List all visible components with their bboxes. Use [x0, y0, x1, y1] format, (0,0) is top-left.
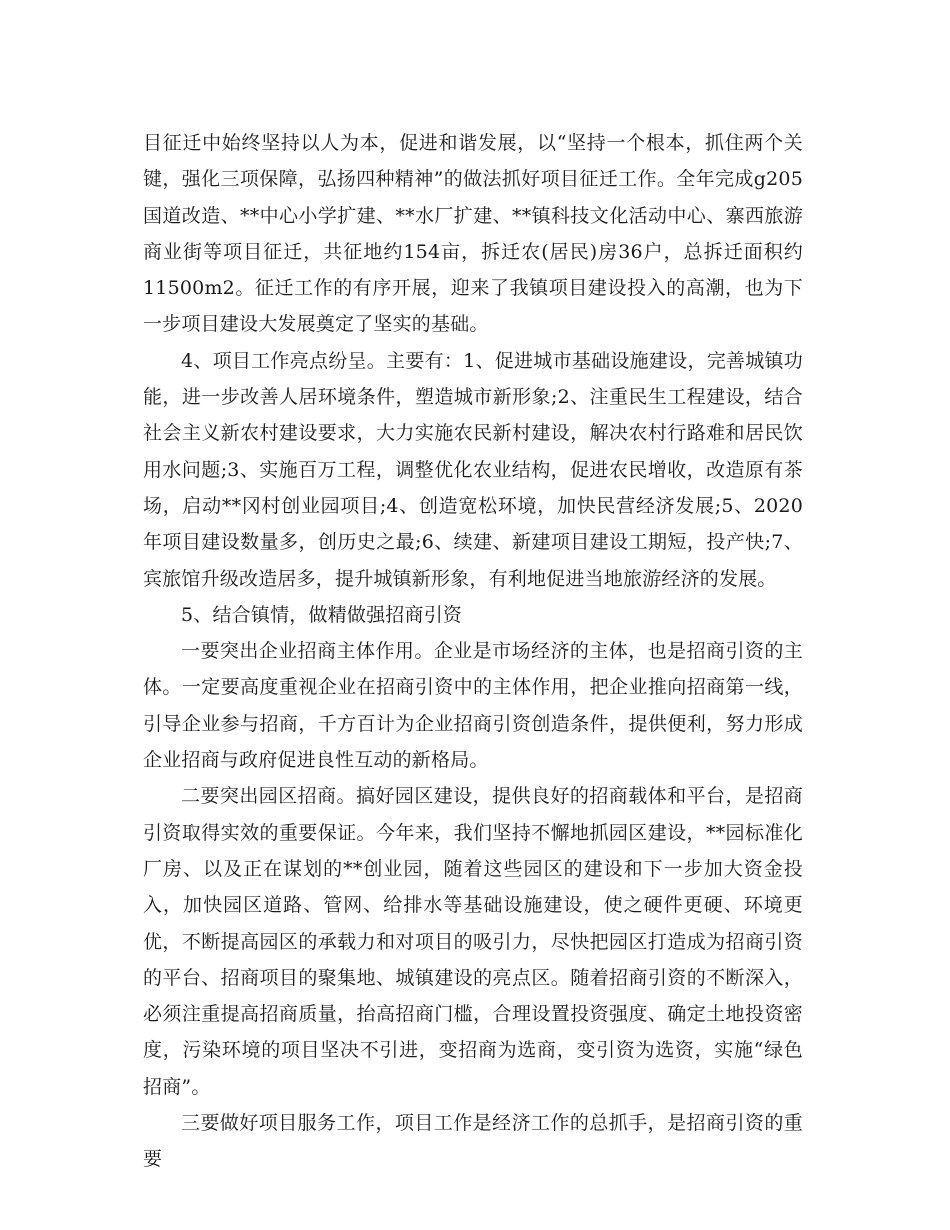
document-body — [143, 125, 803, 1178]
paragraph-enterprise-investment: 一要突出企业招商主体作用。企业是市场经济的主体，也是招商引资的主体。一定要高度重视企业在招商引资中的主体作用，把企业推向招商第一线，引导企业参与招商，千方百计为企业招商引资创造条件，提供便利，努力形成企业招商与政府促进良性互动的新格局。 — [143, 640, 803, 772]
paragraph-project-service: 三要做好项目服务工作，项目工作是经济工作的总抓手，是招商引资的重要 — [143, 1112, 803, 1171]
paragraph-park-investment: 二要突出园区招商。搞好园区建设，提供良好的招商载体和平台，是招商引资取得实效的重要保证。今年来，我们坚持不懈地抓园区建设，**园标准化厂房、以及正在谋划的**创业园，随着这些园区的建设和下一步加大资金投入，加快园区道路、管网、给排水等基础设施建设，使之硬件更硬、环境更优，不断提高园区的承载力和对项目的吸引力，尽快把园区打造成为招商引资的平台、招商项目的聚集地、城镇建设的亮点区。随着招商引资的不断深入，必须注重提高招商质量，抬高招商门槛，合理设置投资强度、确定土地投资密度，污染环境的项目坚决不引进，变招商为选商，变引资为选资，实施“绿色招商”。 — [143, 785, 803, 1098]
section-heading-investment: 5、结合镇情，做精做强招商引资 — [181, 603, 463, 626]
paragraph-relocation-work: 目征迁中始终坚持以人为本，促进和谐发展，以“坚持一个根本，抓住两个关键，强化三项保障，弘扬四种精神”的做法抓好项目征迁工作。全年完成g205国道改造、**中心小学扩建、**水厂扩建、**镇科技文化活动中心、寨西旅游商业街等项目征迁，共征地约154亩，拆迁农(居民)房36户，总拆迁面积约11500m2。征迁工作的有序开展，迎来了我镇项目建设投入的高潮，也为下一步项目建设大发展奠定了坚实的基础。 — [143, 132, 803, 336]
paragraph-project-highlights: 4、项目工作亮点纷呈。主要有：1、促进城市基础设施建设，完善城镇功能，进一步改善人居环境条件，塑造城市新形象;2、注重民生工程建设，结合社会主义新农村建设要求，大力实施农民新村建设，解决农村行路难和居民饮用水问题;3、实施百万工程，调整优化农业结构，促进农民增收，改造原有茶场，启动**冈村创业园项目;4、创造宽松环境，加快民营经济发展;5、2020年项目建设数量多，创历史之最;6、续建、新建项目建设工期短，投产快;7、宾旅馆升级改造居多，提升城镇新形象，有利地促进当地旅游经济的发展。 — [143, 349, 803, 590]
